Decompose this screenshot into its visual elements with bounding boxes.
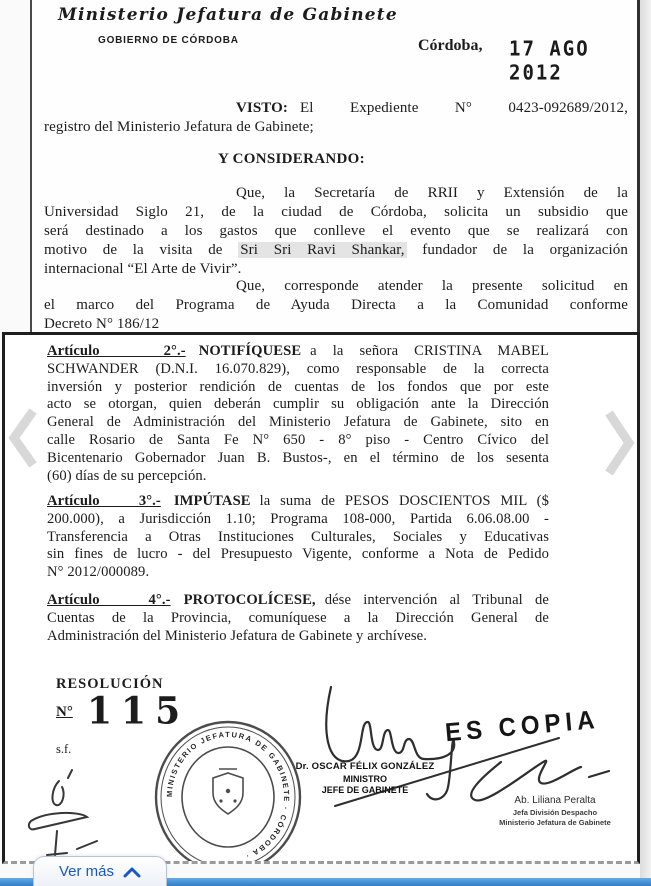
minister-name: Dr. OSCAR FÉLIX GONZÁLEZ: [295, 761, 435, 772]
minister-title: MINISTRO: [343, 774, 387, 784]
resolution-number-label: N°: [56, 704, 73, 720]
date-stamp: 17 AGO 2012: [509, 37, 590, 85]
article-3-label: Artículo 3°.-: [47, 493, 161, 509]
certifier-name: Ab. Liliana Peralta: [514, 795, 596, 806]
highlight-line: motivo de la visita de Sri Sri Ravi Shankar, fundador de la organización: [44, 242, 629, 258]
ver-mas-label: Ver más: [58, 863, 115, 880]
es-copia-stamp: ES COPIA: [443, 705, 601, 748]
article-4: Artículo 4°.- PROTOCOLÍCESE, dése intervención al Tribunal de Cuentas de la Provincia, comuníquese a la Dirección General de Administración del Ministerio Jefatura de Gabinete y archívese.: [47, 592, 549, 644]
ministry-letterhead: Ministerio Jefatura de Gabinete: [58, 5, 398, 25]
chevron-up-icon: [123, 866, 141, 878]
visto-line-2: registro del Ministerio Jefatura de Gabinete;: [44, 119, 314, 135]
clerk-initials: s.f.: [56, 742, 72, 756]
resolution-number-stamp: 115: [87, 688, 190, 734]
minister-signature-block: [255, 761, 475, 795]
article-4-label: Artículo 4°.-: [47, 592, 171, 608]
svg-text:MINISTERIO JEFATURA DE GABINET: MINISTERIO JEFATURA DE GABINETE · CÓRDOBA ·: [164, 729, 292, 861]
government-subtitle: GOBIERNO DE CÓRDOBA: [98, 35, 239, 46]
article-2: Artículo 2°.- NOTIFÍQUESE a la señora CRISTINA MABEL SCHWANDER (D.N.I. 16.070.829), como responsable de la correcta inversión y posterior rendición de cuentas de los fondos que por este acto se otorgan, quien deberán cumplir su obligación ante la Dirección General de Administración del Ministerio Jefatura de Gabinete, sito en calle Rosario de Santa Fe N° 650 - 8° piso - Centro Cívico del Bicentenario Gobernador Juan B. Bustos-, en el término de los sesenta (60) días de su percepción.: [47, 343, 549, 484]
city-line: Córdoba,: [418, 37, 483, 54]
certifier-office: Ministerio Jefatura de Gabinete: [499, 818, 611, 827]
article-3: Artículo 3°.- IMPÚTASE la suma de PESOS DOSCIENTOS MIL ($ 200.000), a Jurisdicción 1.10; Programa 108-000, Partida 6.06.08.00 - Transferencia a Otras Instituciones Culturales, Sociales y Educativas sin fines de lucro - del Presupuesto Vigente, conforme a Nota de Pedido N° 2012/000089.: [47, 493, 549, 581]
visto-line-1: VISTO: El Expediente N° 0423-092689/2012,: [236, 100, 628, 116]
ver-mas-button[interactable]: [33, 856, 167, 886]
certifier-title: Jefa División Despacho: [512, 808, 598, 817]
resolution-heading: RESOLUCIÓN: [56, 676, 164, 692]
certifier-signature-block: [467, 795, 640, 827]
document-page-1: [30, 0, 640, 336]
article-2-label: Artículo 2°.-: [47, 343, 186, 359]
considerando-heading: Y CONSIDERANDO:: [218, 151, 365, 167]
next-page-arrow-icon[interactable]: [601, 405, 637, 477]
margin-scribble-icon: [29, 770, 97, 855]
visto-label: VISTO:: [236, 100, 289, 116]
page-edge-gutter: [640, 0, 651, 886]
minister-office: JEFE DE GABINETE: [321, 785, 409, 795]
search-highlight: Sri Sri Ravi Shankar,: [240, 242, 405, 258]
document-page-2: [2, 332, 640, 864]
prev-page-arrow-icon[interactable]: [5, 403, 41, 473]
visto-paragraph: [44, 99, 628, 137]
considerando-paragraph-1: Que, la Secretaría de RRII y Extensión de la Universidad Siglo 21, de la ciudad de Córdoba, solicita un subsidio que será destinado a los gastos que conlleve el evento que se realizará con motivo de la visita de Sri Sri Ravi Shankar, fundador de la organización internacional “El Arte de Vivir”.: [44, 185, 629, 277]
considerando-paragraph-2: Que, corresponde atender la presente solicitud en el marco del Programa de Ayuda Directa a la Comunidad conforme Decreto N° 186/12: [44, 278, 628, 332]
